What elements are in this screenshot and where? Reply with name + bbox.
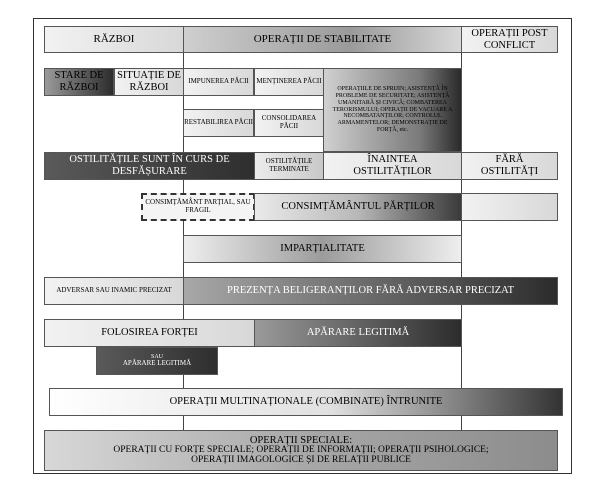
speciale-line1: OPERAȚII CU FORȚE SPECIALE; OPERAȚII DE INFORMAȚII; OPERAȚII PSIHOLOGICE; <box>113 445 489 456</box>
box-adversar-precizat: ADVERSAR SAU INAMIC PRECIZAT <box>44 277 184 305</box>
box-ostilitati-terminate: OSTILITĂȚILE TERMINATE <box>254 152 324 180</box>
header-post-conflict: OPERAȚII POST CONFLICT <box>461 26 558 53</box>
speciale-line2: OPERAȚII IMAGOLOGICE ȘI DE RELAȚII PUBLICE <box>191 455 411 465</box>
speciale-title: OPERAȚII SPECIALE: <box>249 435 353 447</box>
box-aparare-legitima: APĂRARE LEGITIMĂ <box>254 319 462 347</box>
box-situatie-razboi: SITUAȚIE DE RĂZBOI <box>114 68 184 96</box>
header-operatii-stabilitate: OPERAȚII DE STABILITATE <box>183 26 462 53</box>
box-restabilirea-pacii: RESTABILIREA PĂCII <box>183 109 254 137</box>
box-fara-ostilitati: FĂRĂ OSTILITĂȚI <box>461 152 558 180</box>
box-ostilitati-in-curs: OSTILITĂȚILE SUNT ÎN CURS DE DESFĂȘURARE <box>44 152 255 180</box>
box-folosirea-fortei: FOLOSIREA FORȚEI <box>44 319 255 347</box>
box-consimtamant-extension <box>461 193 558 221</box>
sau-aparare-label: APĂRARE LEGITIMĂ <box>122 359 192 368</box>
box-consolidarea-pacii: CONSOLIDAREA PĂCII <box>254 109 324 137</box>
box-mentinerea-pacii: MENȚINEREA PĂCII <box>254 68 324 96</box>
box-operatii-sprijin: OPERAȚIILE DE SPRIJIN; ASISTENȚĂ ÎN PROBLEME DE SECURITATE; ASISTENȚĂ UMANITARĂ ȘI CIVICĂ; COMBATEREA TERORISMULUI; OPERAȚII DE VACUARE A NECOMBATANȚILOR; CONTROLUL ARMAMENTELOR; DEMONSTRAȚIE DE FORȚĂ, etc. <box>323 68 462 152</box>
box-operatii-speciale <box>44 430 558 471</box>
box-impunerea-pacii: IMPUNEREA PĂCII <box>183 68 254 96</box>
box-sau-aparare-legitima <box>96 347 218 375</box>
box-prezenta-beligerantilor: PREZENȚA BELIGERANȚILOR FĂRĂ ADVERSAR PRECIZAT <box>183 277 558 305</box>
sau-label: SAU <box>150 353 163 360</box>
box-operatii-multinationale: OPERAȚII MULTINAȚIONALE (COMBINATE) ÎNTRUNITE <box>49 388 563 416</box>
box-impartialitate: IMPARȚIALITATE <box>183 235 462 263</box>
box-consimtamantul-partilor: CONSIMȚĂMÂNTUL PĂRȚILOR <box>254 193 462 221</box>
box-stare-razboi: STARE DE RĂZBOI <box>44 68 114 96</box>
header-razboi: RĂZBOI <box>44 26 184 53</box>
box-consimtamant-partial: CONSIMȚĂMÂNT PARȚIAL, SAU FRAGIL <box>141 193 255 221</box>
box-inaintea-ostilitatilor: ÎNAINTEA OSTILITĂȚILOR <box>323 152 462 180</box>
